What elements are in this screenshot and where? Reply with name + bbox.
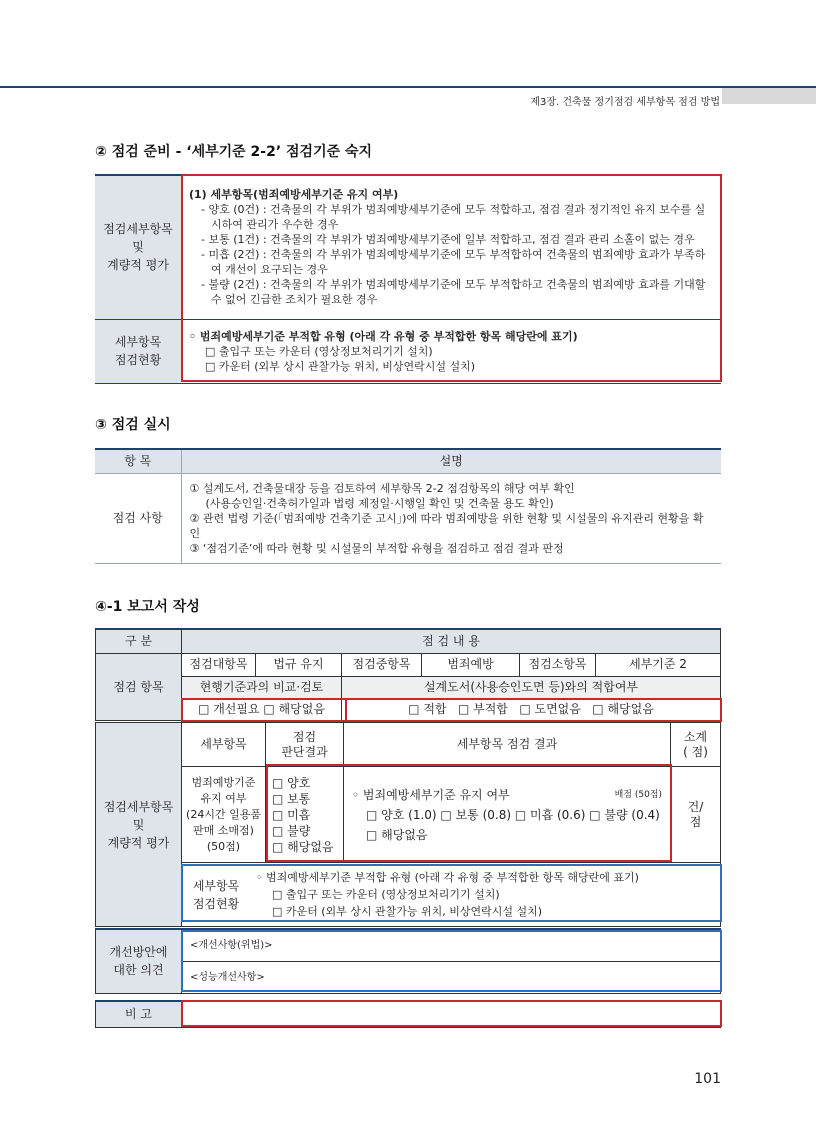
- page-number: 101: [694, 1071, 721, 1087]
- s4-cell: 점검중항목: [342, 653, 422, 676]
- s4-cell: 점검대항목: [182, 653, 256, 676]
- header-rule: [0, 86, 816, 88]
- section3-table: [95, 448, 721, 564]
- s4-eval-item: 범죄예방기준 유지 여부 (24시간 일용품 판매 소매점) (50점): [182, 767, 266, 863]
- s4-cell: 점검소항목: [520, 653, 596, 676]
- s4-cell: 법규 유지: [256, 653, 342, 676]
- s2-row1-title: (1) 세부항목(범죄예방세부기준 유지 여부): [189, 188, 399, 202]
- result-title: ◦ 범죄예방세부기준 유지 여부: [352, 787, 510, 802]
- s2-item: - 미흡 (2건) : 건축물의 각 부위가 범죄예방세부기준에 모두 부적합하여 건축물의 범죄예방 효과가 부족하여 개선이 요구되는 경우: [201, 248, 706, 277]
- s4-opinion-highlight: [181, 930, 722, 992]
- s4-header-category: 구 분: [96, 629, 182, 653]
- s4-design-highlight: [345, 698, 722, 722]
- s2-status-item: □ 출입구 또는 카운터 (영상정보처리기기 설치): [205, 344, 433, 358]
- s4-opinion-label: 개선방안에 대한 의견: [96, 929, 182, 993]
- judge-option: □ 해당없음: [272, 839, 334, 854]
- s4-status-highlight: [181, 864, 722, 922]
- s4-eval-highlight: [266, 764, 672, 862]
- s3-line: ③ ‘점검기준’에 따라 현황 및 시설물의 부적합 유형을 점검하고 점검 결과 판정: [189, 541, 564, 555]
- result-options: □ 해당없음: [366, 827, 428, 842]
- s2-item: - 불량 (2건) : 건축물의 각 부위가 범죄예방세부기준에 모두 부적합하고 건축물의 범죄예방 효과를 기대할 수 없어 긴급한 조치가 필요한 경우: [201, 278, 706, 307]
- s4-cell: 설계도서(사용승인도면 등)와의 적합여부: [342, 676, 721, 698]
- section2-title: ② 점검 준비 - ‘세부기준 2-2’ 점검기준 숙지: [95, 144, 373, 160]
- s3-header-desc: 설명: [181, 449, 721, 473]
- judge-option: □ 불량: [272, 823, 311, 838]
- s2-row2-label: 세부항목 점검현황: [95, 319, 181, 383]
- s3-header-item: 항 목: [95, 449, 181, 473]
- s4-cell: □ 적합 □ 부적합 □ 도면없음 □ 해당없음: [342, 698, 721, 720]
- s4-opinion2: <성능개선사항>: [182, 961, 721, 993]
- section3-title: ③ 점검 실시: [95, 417, 171, 433]
- s4-status-item: □ 출입구 또는 카운터 (영상정보처리기기 설치): [272, 888, 500, 901]
- s4-opinion1: <개선사항(위법)>: [182, 929, 721, 961]
- section4-title: ④-1 보고서 작성: [95, 599, 200, 615]
- s3-content: [181, 473, 721, 563]
- s2-row2-title: ◦ 범죄예방세부기준 부적합 유형 (아래 각 유형 중 부적합한 항목 해당란에 표기): [189, 329, 578, 343]
- s4-eval-head: 소계 ( 점): [671, 723, 721, 767]
- s4-eval-head: 점검 판단결과: [266, 723, 344, 767]
- s3-label: 점검 사항: [95, 473, 181, 563]
- s2-row1-label: 점검세부항목 및 계량적 평가: [95, 175, 181, 319]
- s4-remark-highlight: [181, 1000, 722, 1027]
- s4-eval-head: 세부항목: [182, 723, 266, 767]
- s4-eval-head: 세부항목 점검 결과: [344, 723, 671, 767]
- chapter-title: 제3장. 건축물 정기점검 세부항목 점검 방법: [530, 97, 720, 108]
- judge-option: □ 양호: [272, 775, 311, 790]
- s4-remark-label: 비 고: [96, 1001, 182, 1027]
- s2-item: - 보통 (1건) : 건축물의 각 부위가 범죄예방세부기준에 일부 적합하고, 점검 결과 관리 소홀이 없는 경우: [201, 233, 695, 247]
- s4-status-item: □ 카운터 (외부 상시 관찰가능 위치, 비상연락시설 설치): [272, 905, 543, 918]
- s3-line: (사용승인일·건축허가일과 법령 제정일·시행일 확인 및 건축물 용도 확인): [205, 496, 554, 510]
- s2-item: - 양호 (0건) : 건축물의 각 부위가 범죄예방세부기준에 모두 적합하고, 점검 결과 정기적인 유지 보수를 실시하여 관리가 우수한 경우: [201, 203, 706, 232]
- judge-option: □ 보통: [272, 791, 311, 806]
- s4-cell: □ 개선필요 □ 해당없음: [182, 698, 342, 720]
- s3-line: ① 설계도서, 건축물대장 등을 검토하여 세부항목 2-2 점검항목의 해당 여부 확인: [189, 481, 575, 495]
- result-options: □ 양호 (1.0) □ 보통 (0.8) □ 미흡 (0.6) □ 불량 (0.4): [366, 807, 660, 822]
- s4-cell: 현행기준과의 비교·검토: [182, 676, 342, 698]
- s4-header-content: 점 검 내 용: [182, 629, 721, 653]
- s4-status-title: ◦ 범죄예방세부기준 부적합 유형 (아래 각 유형 중 부적합한 항목 해당란에 표기): [256, 871, 639, 884]
- s4-eval-label: 점검세부항목 및 계량적 평가: [96, 723, 182, 927]
- s2-status-item: □ 카운터 (외부 상시 관찰가능 위치, 비상연락시설 설치): [205, 359, 476, 373]
- result-score: 배점 (50점): [614, 789, 662, 800]
- s2-highlight-box: [181, 174, 722, 382]
- s4-status-label: 세부항목 점검현황: [192, 878, 240, 911]
- s4-cell: 세부기준 2: [596, 653, 721, 676]
- header-tab: [722, 88, 816, 104]
- judge-option: □ 미흡: [272, 807, 311, 822]
- s4-item-label: 점검 항목: [96, 653, 182, 720]
- s3-line: ② 관련 법령 기준(「범죄예방 건축기준 고시」)에 따라 범죄예방을 위한 현황 및 시설물의 유지관리 현황을 확인: [189, 511, 704, 540]
- s4-subtotal: 건/ 점: [671, 767, 721, 863]
- s4-cell: 범죄예방: [422, 653, 520, 676]
